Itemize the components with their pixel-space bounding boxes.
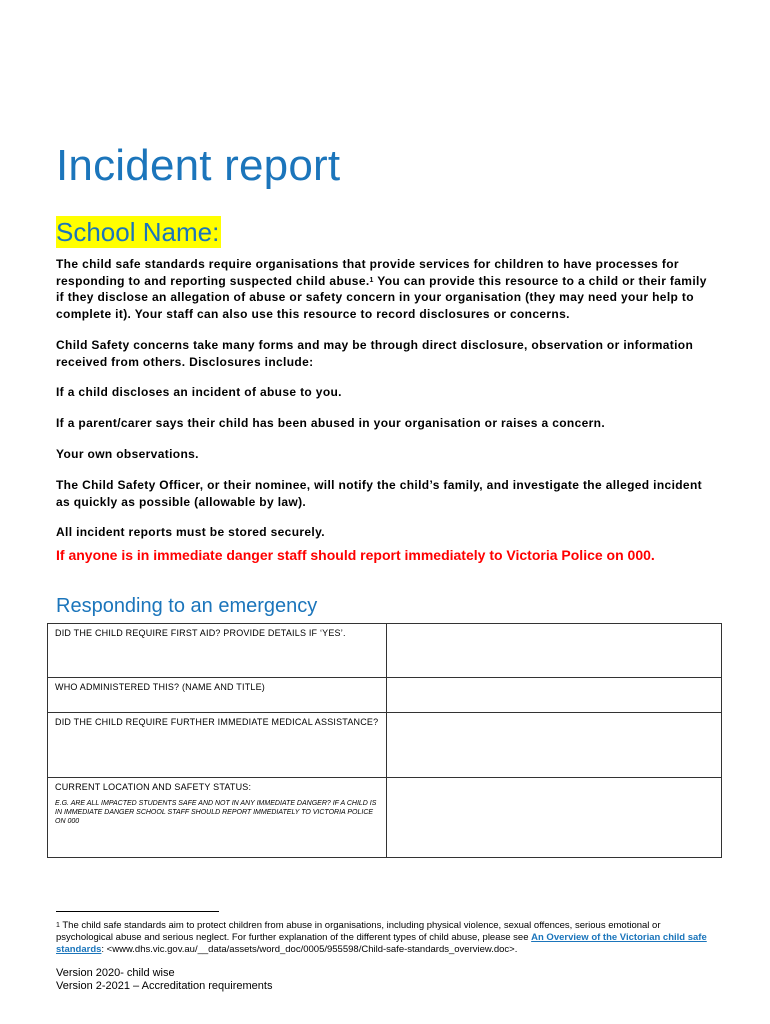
question-location-status (48, 778, 387, 858)
footnote-link[interactable]: An Overview of the Victorian child safe standards (56, 932, 707, 955)
intro-text-b: You can provide this resource to a child or their family if they disclose an allegation of abuse or safety concern in your organisation (they may need your help to complete it). Your staff can also use this resource to record disclosures or concerns. (56, 273, 707, 321)
footnote-text-a: The child safe standards aim to protect children from abuse in organisations, including physical violence, sexual offences, serious emotional or psychological abuse and serious neglect. For further explanation of the different types of child abuse, please see (56, 920, 661, 943)
concerns-paragraph: Child Safety concerns take many forms and may be through direct disclosure, observation or information received from others. Disclosures include: (56, 338, 694, 369)
answer-location-status-field[interactable] (387, 778, 722, 858)
school-name-label: School Name: (56, 217, 220, 247)
question-medical-assistance: DID THE CHILD REQUIRE FURTHER IMMEDIATE MEDICAL ASSISTANCE? (48, 713, 387, 778)
question-first-aid: DID THE CHILD REQUIRE FIRST AID? PROVIDE DETAILS IF ‘YES’. (48, 624, 387, 678)
question-location-status-note: E.G. ARE ALL IMPACTED STUDENTS SAFE AND NOT IN ANY IMMEDIATE DANGER? IF A CHILD IS IN IMMEDIATE DANGER SCHOOL STAFF SHOULD REPORT IMMEDIATELY TO VICTORIA POLICE ON 000 (55, 800, 377, 825)
table-row (48, 678, 722, 713)
intro-paragraph (56, 256, 716, 322)
answer-administered-by-field[interactable] (387, 678, 722, 713)
question-administered-by: WHO ADMINISTERED THIS? (NAME AND TITLE) (48, 678, 387, 713)
table-row (48, 713, 722, 778)
version-line-2: Version 2-2021 – Accreditation requirements (56, 980, 273, 992)
table-row (48, 624, 722, 678)
disclosure-item-2: If a parent/carer says their child has been abused in your organisation or raises a concern. (56, 416, 606, 430)
version-line-1: Version 2020- child wise (56, 967, 175, 979)
danger-notice: If anyone is in immediate danger staff should report immediately to Victoria Police on 000. (56, 547, 655, 563)
footnote (56, 920, 720, 956)
footnote-text-b: : <www.dhs.vic.gov.au/__data/assets/word_doc/0005/955598/Child-safe-standards_overview.doc>. (101, 944, 518, 955)
footnote-divider (56, 911, 219, 912)
question-location-status-label: CURRENT LOCATION AND SAFETY STATUS: (55, 782, 252, 792)
footnote-reference: 1 (369, 276, 374, 284)
footnote-number: 1 (56, 922, 60, 929)
answer-first-aid-field[interactable] (387, 624, 722, 678)
answer-medical-assistance-field[interactable] (387, 713, 722, 778)
disclosure-item-1: If a child discloses an incident of abuse to you. (56, 385, 342, 399)
emergency-response-table (47, 623, 722, 858)
officer-paragraph: The Child Safety Officer, or their nominee, will notify the child’s family, and investigate the alleged incident as quickly as possible (allowable by law). (56, 478, 702, 509)
table-row (48, 778, 722, 858)
intro-text-a: The child safe standards require organisations that provide services for children to have processes for responding to and reporting suspected child abuse. (56, 257, 679, 288)
storage-paragraph: All incident reports must be stored securely. (56, 525, 325, 539)
disclosure-item-3: Your own observations. (56, 447, 199, 461)
section-heading: Responding to an emergency (56, 595, 318, 617)
page-title: Incident report (56, 141, 341, 190)
